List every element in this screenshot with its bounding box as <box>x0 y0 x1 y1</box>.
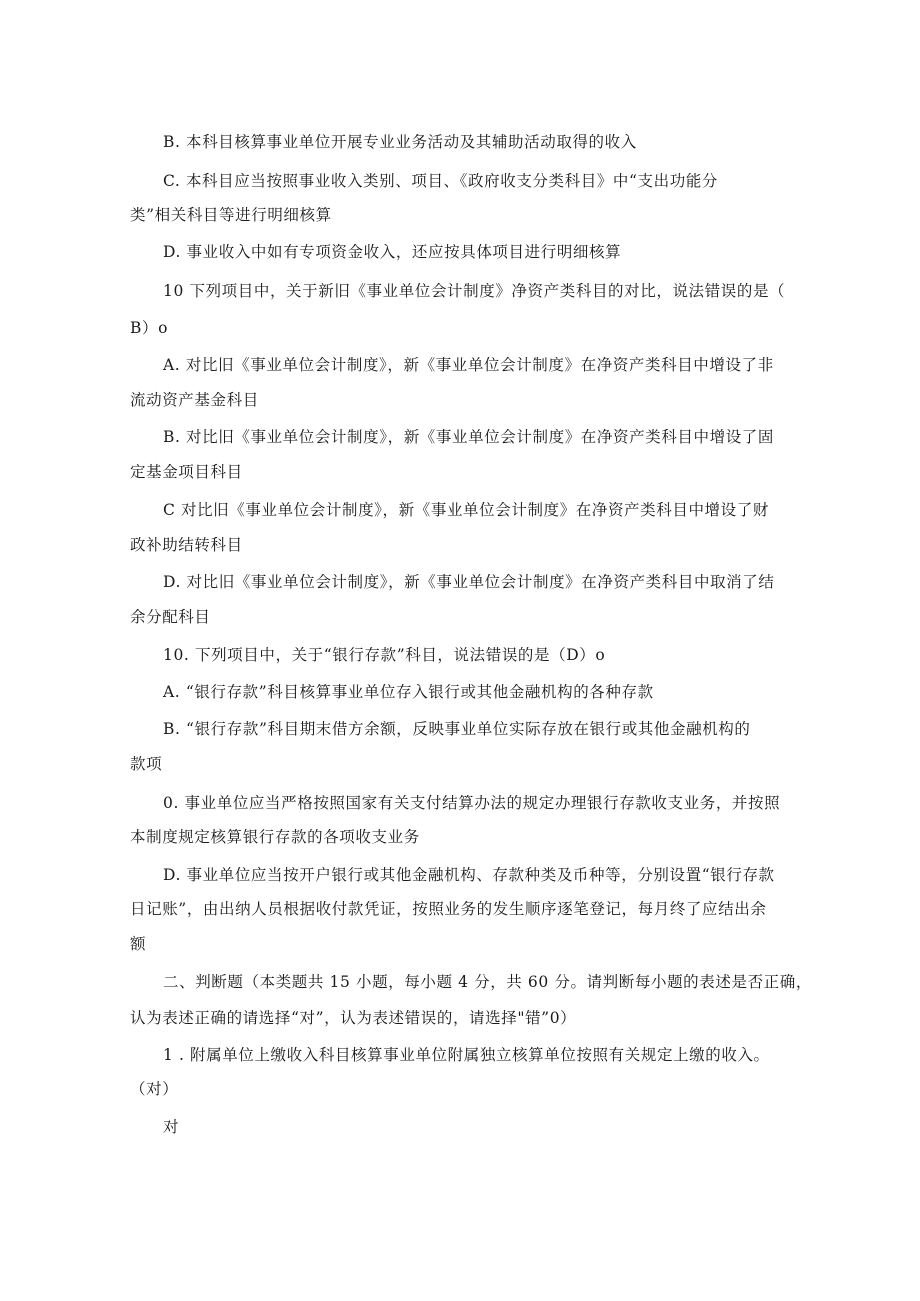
option-line: B. “银行存款”科目期末借方余额，反映事业单位实际存放在银行或其他金融机构的 <box>163 720 751 738</box>
answer-line: 对 <box>163 1118 180 1136</box>
text-line: 余分配科目 <box>130 608 211 626</box>
text-line: 本制度规定核算银行存款的各项收支业务 <box>130 828 420 846</box>
text-line: 日记账”，由出纳人员根据收付款凭证，按照业务的发生顺序逐笔登记，每月终了应结出余 <box>130 900 767 918</box>
answer-line: B）o <box>130 319 169 337</box>
text-line: D. 事业收入中如有专项资金收入，还应按具体项目进行明细核算 <box>163 243 622 261</box>
text-line: 类”相关科目等进行明细核算 <box>130 206 332 224</box>
question-line: 1 . 附属单位上缴收入科目核算事业单位附属独立核算单位按照有关规定上缴的收入。 <box>163 1046 770 1064</box>
option-line: 0. 事业单位应当严格按照国家有关支付结算办法的规定办理银行存款收支业务，并按照 <box>163 794 781 812</box>
text-line: 额 <box>130 935 147 953</box>
option-line: C 对比旧《事业单位会计制度》，新《事业单位会计制度》在净资产类科目中增设了财 <box>163 501 769 519</box>
option-line: B. 对比旧《事业单位会计制度》，新《事业单位会计制度》在净资产类科目中增设了固 <box>163 428 774 446</box>
option-line: A. “银行存款”科目核算事业单位存入银行或其他金融机构的各种存款 <box>163 683 654 701</box>
text-line: C. 本科目应当按照事业收入类别、项目、《政府收支分类科目》中“支出功能分 <box>163 172 719 190</box>
question-line: 10 下列项目中，关于新旧《事业单位会计制度》净资产类科目的对比，说法错误的是（ <box>163 282 786 300</box>
text-line: B. 本科目核算事业单位开展专业业务活动及其辅助活动取得的收入 <box>163 133 637 151</box>
section-heading: 二、判断题（本类题共 15 小题，每小题 4 分，共 60 分。请判断每小题的表述是否正确， <box>163 973 812 991</box>
answer-line: （对） <box>130 1080 179 1098</box>
option-line: D. 对比旧《事业单位会计制度》，新《事业单位会计制度》在净资产类科目中取消了结 <box>163 573 775 591</box>
text-line: 政补助结转科目 <box>130 536 243 554</box>
text-line: 款项 <box>130 755 163 773</box>
text-line: 流动资产基金科目 <box>130 391 259 409</box>
option-line: D. 事业单位应当按开户银行或其他金融机构、存款种类及币种等，分别设置“银行存款 <box>163 866 775 884</box>
text-line: 认为表述正确的请选择“对”，认为表述错误的，请选择"错”0） <box>130 1009 577 1027</box>
option-line: A. 对比旧《事业单位会计制度》，新《事业单位会计制度》在净资产类科目中增设了非 <box>163 356 774 374</box>
question-line: 10. 下列项目中，关于“银行存款”科目，说法错误的是（D）o <box>163 646 606 664</box>
text-line: 定基金项目科目 <box>130 463 243 481</box>
